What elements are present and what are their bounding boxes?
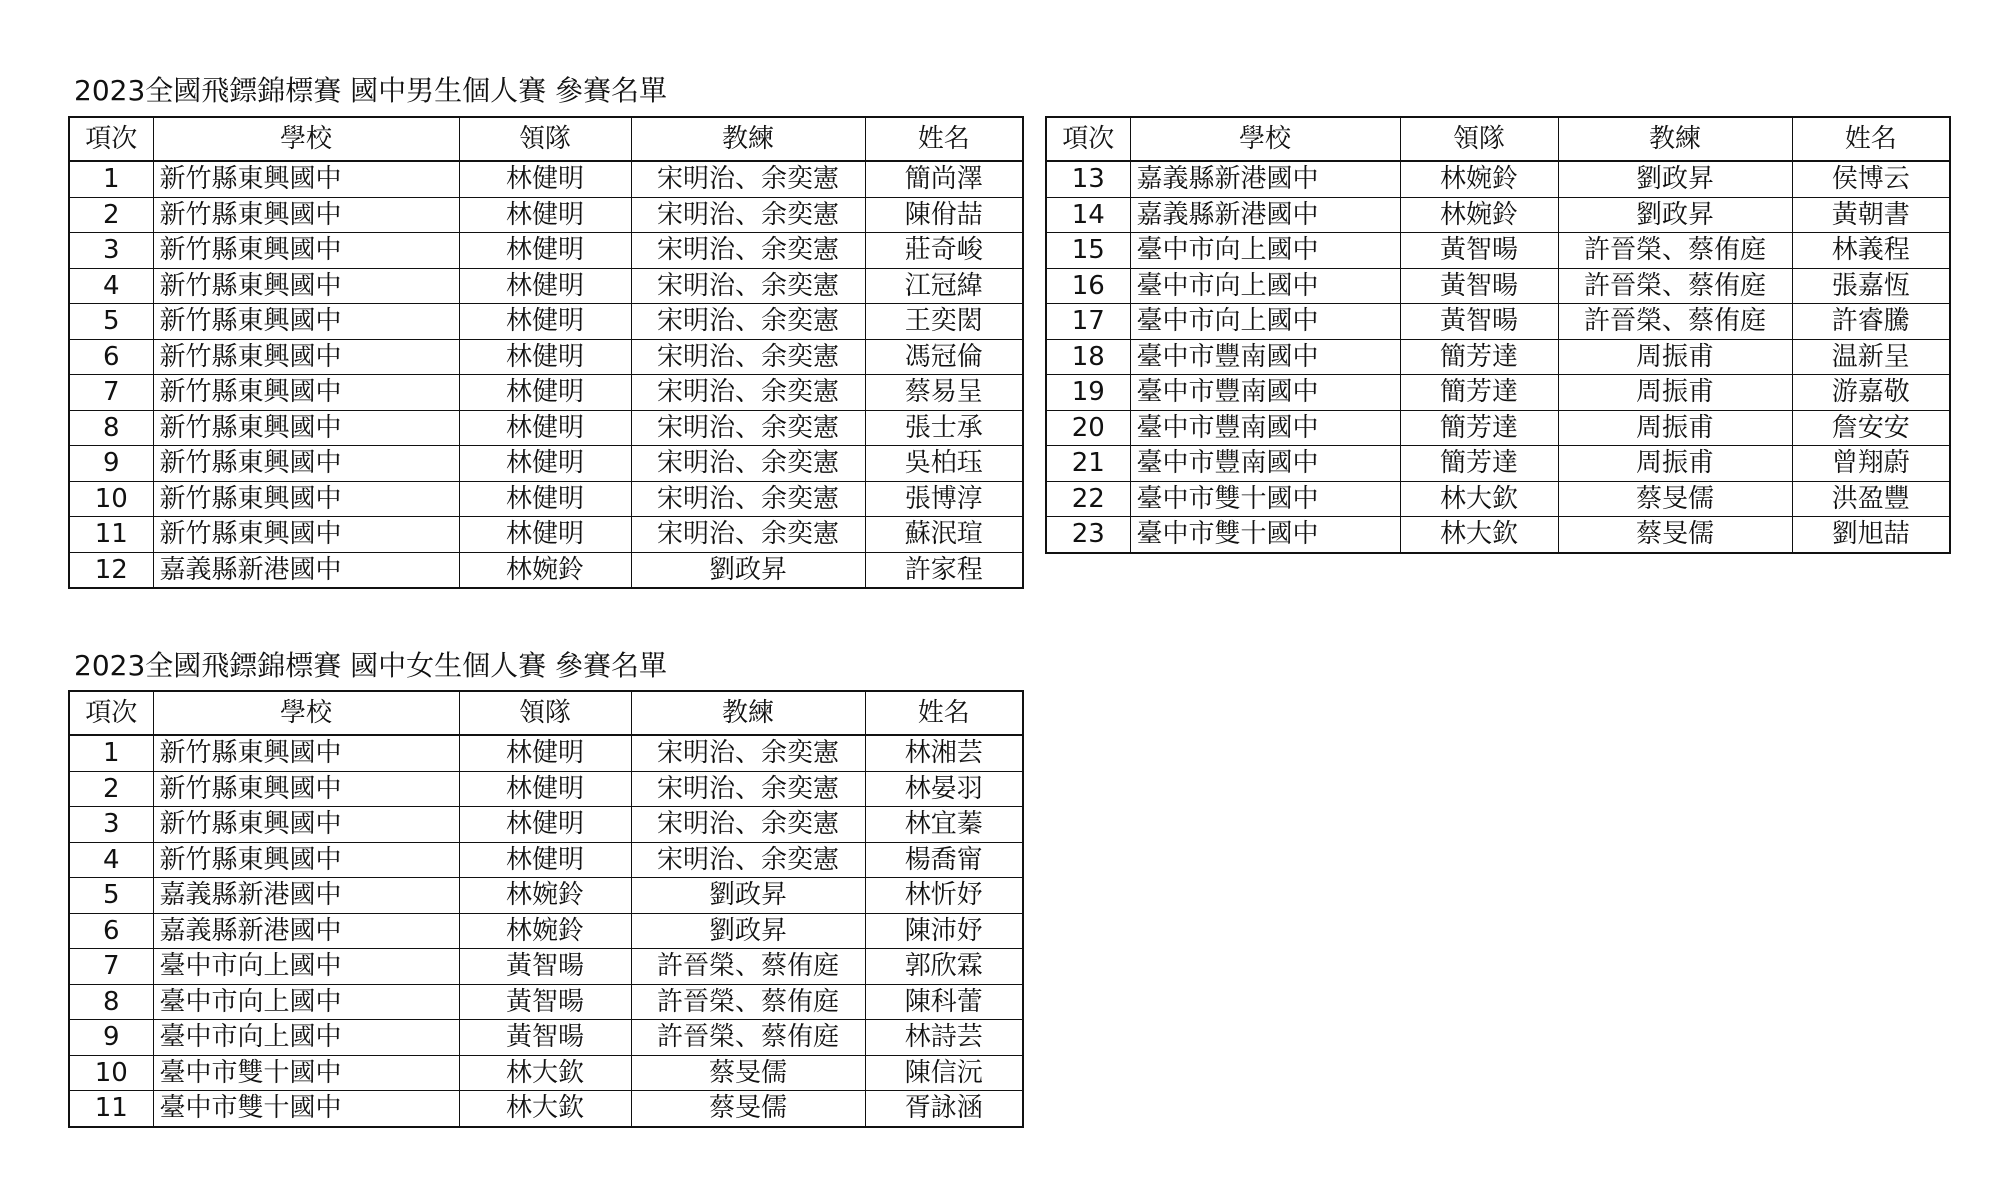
cell-school: 臺中市向上國中 — [153, 1020, 459, 1056]
cell-school: 嘉義縣新港國中 — [153, 913, 459, 949]
cell-school: 新竹縣東興國中 — [153, 161, 459, 197]
cell-leader: 林健明 — [459, 842, 631, 878]
cell-index: 1 — [69, 161, 153, 197]
cell-coach: 周振甫 — [1558, 339, 1792, 375]
table-row — [69, 842, 1023, 878]
cell-school: 臺中市豐南國中 — [1130, 446, 1400, 482]
column-header-leader: 領隊 — [459, 117, 631, 161]
table-row — [69, 481, 1023, 517]
cell-name: 林義程 — [1792, 233, 1950, 269]
cell-coach: 宋明治、余奕憲 — [631, 481, 865, 517]
table-row — [69, 807, 1023, 843]
table-row — [1046, 339, 1950, 375]
table-row — [69, 304, 1023, 340]
cell-coach: 宋明治、余奕憲 — [631, 410, 865, 446]
cell-name: 林湘芸 — [865, 735, 1023, 771]
cell-leader: 黃智暘 — [459, 1020, 631, 1056]
cell-coach: 宋明治、余奕憲 — [631, 268, 865, 304]
cell-school: 新竹縣東興國中 — [153, 807, 459, 843]
cell-coach: 許晉榮、蔡侑庭 — [631, 949, 865, 985]
cell-school: 新竹縣東興國中 — [153, 735, 459, 771]
cell-name: 陳信沅 — [865, 1055, 1023, 1091]
cell-school: 臺中市豐南國中 — [1130, 410, 1400, 446]
column-header-coach: 教練 — [631, 691, 865, 735]
cell-index: 8 — [69, 410, 153, 446]
cell-school: 新竹縣東興國中 — [153, 197, 459, 233]
cell-leader: 林婉鈴 — [459, 878, 631, 914]
table-row — [69, 552, 1023, 588]
table-row — [1046, 304, 1950, 340]
cell-school: 嘉義縣新港國中 — [1130, 161, 1400, 197]
table-header-row — [69, 691, 1023, 735]
cell-leader: 林大欽 — [1400, 517, 1558, 553]
cell-coach: 宋明治、余奕憲 — [631, 735, 865, 771]
column-header-coach: 教練 — [631, 117, 865, 161]
table-row — [69, 771, 1023, 807]
cell-coach: 宋明治、余奕憲 — [631, 771, 865, 807]
cell-coach: 許晉榮、蔡侑庭 — [631, 1020, 865, 1056]
cell-leader: 林健明 — [459, 304, 631, 340]
cell-name: 蔡易呈 — [865, 375, 1023, 411]
cell-index: 8 — [69, 984, 153, 1020]
cell-name: 簡尚澤 — [865, 161, 1023, 197]
cell-school: 新竹縣東興國中 — [153, 375, 459, 411]
cell-leader: 黃智暘 — [1400, 304, 1558, 340]
cell-leader: 林大欽 — [459, 1091, 631, 1127]
table-row — [69, 410, 1023, 446]
boys-roster-table-right — [1045, 116, 1951, 554]
table-row — [69, 517, 1023, 553]
cell-index: 2 — [69, 771, 153, 807]
table-row — [69, 197, 1023, 233]
table-row — [1046, 268, 1950, 304]
cell-school: 臺中市向上國中 — [153, 984, 459, 1020]
cell-school: 臺中市向上國中 — [1130, 233, 1400, 269]
cell-leader: 林健明 — [459, 268, 631, 304]
cell-name: 劉旭喆 — [1792, 517, 1950, 553]
table-row — [69, 949, 1023, 985]
cell-index: 12 — [69, 552, 153, 588]
cell-school: 新竹縣東興國中 — [153, 771, 459, 807]
cell-name: 詹安安 — [1792, 410, 1950, 446]
table-row — [69, 161, 1023, 197]
cell-index: 3 — [69, 233, 153, 269]
cell-leader: 林大欽 — [1400, 481, 1558, 517]
cell-name: 林忻妤 — [865, 878, 1023, 914]
cell-name: 温新呈 — [1792, 339, 1950, 375]
cell-school: 新竹縣東興國中 — [153, 410, 459, 446]
cell-school: 臺中市雙十國中 — [153, 1055, 459, 1091]
cell-index: 9 — [69, 446, 153, 482]
column-header-index: 項次 — [69, 117, 153, 161]
column-header-name: 姓名 — [865, 691, 1023, 735]
cell-index: 2 — [69, 197, 153, 233]
cell-coach: 宋明治、余奕憲 — [631, 339, 865, 375]
cell-name: 郭欣霖 — [865, 949, 1023, 985]
cell-school: 新竹縣東興國中 — [153, 481, 459, 517]
cell-leader: 黃智暘 — [459, 949, 631, 985]
cell-leader: 簡芳達 — [1400, 446, 1558, 482]
table-row — [1046, 446, 1950, 482]
cell-leader: 黃智暘 — [459, 984, 631, 1020]
cell-name: 張博淳 — [865, 481, 1023, 517]
cell-name: 胥詠涵 — [865, 1091, 1023, 1127]
column-header-coach: 教練 — [1558, 117, 1792, 161]
cell-coach: 周振甫 — [1558, 446, 1792, 482]
cell-name: 侯博云 — [1792, 161, 1950, 197]
cell-school: 臺中市向上國中 — [153, 949, 459, 985]
cell-index: 20 — [1046, 410, 1130, 446]
column-header-index: 項次 — [1046, 117, 1130, 161]
cell-name: 張嘉恆 — [1792, 268, 1950, 304]
table-row — [69, 984, 1023, 1020]
cell-leader: 林健明 — [459, 517, 631, 553]
cell-school: 嘉義縣新港國中 — [1130, 197, 1400, 233]
table-row — [69, 735, 1023, 771]
table-row — [1046, 410, 1950, 446]
cell-coach: 宋明治、余奕憲 — [631, 161, 865, 197]
cell-index: 4 — [69, 842, 153, 878]
cell-coach: 劉政昇 — [631, 878, 865, 914]
cell-index: 22 — [1046, 481, 1130, 517]
cell-name: 黃朝書 — [1792, 197, 1950, 233]
table-row — [1046, 233, 1950, 269]
table-row — [1046, 375, 1950, 411]
cell-index: 15 — [1046, 233, 1130, 269]
cell-leader: 林健明 — [459, 410, 631, 446]
column-header-leader: 領隊 — [1400, 117, 1558, 161]
cell-name: 莊奇峻 — [865, 233, 1023, 269]
table-row — [69, 878, 1023, 914]
table-row — [69, 268, 1023, 304]
cell-index: 13 — [1046, 161, 1130, 197]
cell-coach: 宋明治、余奕憲 — [631, 375, 865, 411]
cell-leader: 黃智暘 — [1400, 268, 1558, 304]
cell-school: 嘉義縣新港國中 — [153, 878, 459, 914]
cell-name: 蘇泯瑄 — [865, 517, 1023, 553]
cell-name: 馮冠倫 — [865, 339, 1023, 375]
cell-leader: 林健明 — [459, 735, 631, 771]
cell-name: 張士承 — [865, 410, 1023, 446]
cell-leader: 林健明 — [459, 339, 631, 375]
column-header-school: 學校 — [1130, 117, 1400, 161]
cell-name: 林晏羽 — [865, 771, 1023, 807]
cell-coach: 許晉榮、蔡侑庭 — [631, 984, 865, 1020]
column-header-leader: 領隊 — [459, 691, 631, 735]
cell-school: 臺中市雙十國中 — [153, 1091, 459, 1127]
cell-index: 3 — [69, 807, 153, 843]
column-header-school: 學校 — [153, 117, 459, 161]
cell-leader: 林健明 — [459, 233, 631, 269]
cell-leader: 林健明 — [459, 771, 631, 807]
cell-school: 新竹縣東興國中 — [153, 517, 459, 553]
table-row — [1046, 517, 1950, 553]
cell-school: 新竹縣東興國中 — [153, 339, 459, 375]
cell-leader: 林健明 — [459, 375, 631, 411]
cell-school: 臺中市豐南國中 — [1130, 339, 1400, 375]
cell-coach: 宋明治、余奕憲 — [631, 233, 865, 269]
cell-name: 林宜蓁 — [865, 807, 1023, 843]
cell-school: 臺中市向上國中 — [1130, 268, 1400, 304]
girls-section-title: 2023全國飛鏢錦標賽 國中女生個人賽 參賽名單 — [74, 649, 668, 682]
cell-coach: 許晉榮、蔡侑庭 — [1558, 304, 1792, 340]
cell-leader: 簡芳達 — [1400, 410, 1558, 446]
cell-coach: 劉政昇 — [631, 913, 865, 949]
cell-leader: 林大欽 — [459, 1055, 631, 1091]
cell-leader: 林婉鈴 — [459, 913, 631, 949]
cell-school: 新竹縣東興國中 — [153, 233, 459, 269]
cell-school: 臺中市向上國中 — [1130, 304, 1400, 340]
cell-index: 7 — [69, 949, 153, 985]
cell-school: 臺中市雙十國中 — [1130, 517, 1400, 553]
cell-index: 17 — [1046, 304, 1130, 340]
cell-name: 許家程 — [865, 552, 1023, 588]
cell-leader: 黃智暘 — [1400, 233, 1558, 269]
cell-index: 10 — [69, 1055, 153, 1091]
cell-school: 臺中市豐南國中 — [1130, 375, 1400, 411]
cell-name: 陳沛妤 — [865, 913, 1023, 949]
cell-index: 11 — [69, 1091, 153, 1127]
cell-name: 洪盈豐 — [1792, 481, 1950, 517]
cell-school: 新竹縣東興國中 — [153, 304, 459, 340]
table-row — [69, 339, 1023, 375]
cell-index: 19 — [1046, 375, 1130, 411]
table-row — [69, 1020, 1023, 1056]
cell-school: 新竹縣東興國中 — [153, 446, 459, 482]
cell-index: 5 — [69, 304, 153, 340]
table-row — [1046, 197, 1950, 233]
cell-coach: 宋明治、余奕憲 — [631, 197, 865, 233]
cell-leader: 林健明 — [459, 197, 631, 233]
cell-name: 林詩芸 — [865, 1020, 1023, 1056]
cell-index: 7 — [69, 375, 153, 411]
cell-leader: 林健明 — [459, 481, 631, 517]
column-header-school: 學校 — [153, 691, 459, 735]
cell-coach: 周振甫 — [1558, 375, 1792, 411]
cell-leader: 簡芳達 — [1400, 375, 1558, 411]
cell-leader: 林健明 — [459, 446, 631, 482]
boys-roster-table-left — [68, 116, 1024, 589]
column-header-name: 姓名 — [1792, 117, 1950, 161]
cell-name: 游嘉敬 — [1792, 375, 1950, 411]
girls-roster-table — [68, 690, 1024, 1128]
cell-coach: 宋明治、余奕憲 — [631, 842, 865, 878]
cell-index: 6 — [69, 339, 153, 375]
cell-leader: 林婉鈴 — [1400, 197, 1558, 233]
cell-coach: 宋明治、余奕憲 — [631, 304, 865, 340]
cell-name: 許睿騰 — [1792, 304, 1950, 340]
cell-coach: 蔡旻儒 — [1558, 481, 1792, 517]
table-row — [1046, 161, 1950, 197]
cell-index: 14 — [1046, 197, 1130, 233]
cell-index: 23 — [1046, 517, 1130, 553]
cell-name: 陳佾喆 — [865, 197, 1023, 233]
cell-name: 吳柏珏 — [865, 446, 1023, 482]
cell-leader: 簡芳達 — [1400, 339, 1558, 375]
cell-school: 新竹縣東興國中 — [153, 268, 459, 304]
cell-coach: 蔡旻儒 — [631, 1055, 865, 1091]
cell-school: 新竹縣東興國中 — [153, 842, 459, 878]
cell-leader: 林婉鈴 — [1400, 161, 1558, 197]
cell-coach: 劉政昇 — [1558, 161, 1792, 197]
cell-coach: 宋明治、余奕憲 — [631, 517, 865, 553]
table-row — [69, 913, 1023, 949]
table-row — [1046, 481, 1950, 517]
cell-leader: 林健明 — [459, 161, 631, 197]
cell-index: 4 — [69, 268, 153, 304]
cell-index: 1 — [69, 735, 153, 771]
cell-coach: 蔡旻儒 — [1558, 517, 1792, 553]
cell-name: 曾翔蔚 — [1792, 446, 1950, 482]
cell-name: 楊喬甯 — [865, 842, 1023, 878]
cell-index: 18 — [1046, 339, 1130, 375]
cell-coach: 宋明治、余奕憲 — [631, 807, 865, 843]
cell-index: 11 — [69, 517, 153, 553]
cell-coach: 許晉榮、蔡侑庭 — [1558, 268, 1792, 304]
cell-index: 16 — [1046, 268, 1130, 304]
cell-coach: 劉政昇 — [1558, 197, 1792, 233]
cell-leader: 林健明 — [459, 807, 631, 843]
cell-index: 5 — [69, 878, 153, 914]
column-header-index: 項次 — [69, 691, 153, 735]
cell-coach: 劉政昇 — [631, 552, 865, 588]
cell-name: 陳科蕾 — [865, 984, 1023, 1020]
cell-school: 臺中市雙十國中 — [1130, 481, 1400, 517]
boys-section-title: 2023全國飛鏢錦標賽 國中男生個人賽 參賽名單 — [74, 74, 668, 107]
table-header-row — [69, 117, 1023, 161]
cell-index: 6 — [69, 913, 153, 949]
table-row — [69, 1091, 1023, 1127]
cell-coach: 蔡旻儒 — [631, 1091, 865, 1127]
table-header-row — [1046, 117, 1950, 161]
cell-school: 嘉義縣新港國中 — [153, 552, 459, 588]
cell-leader: 林婉鈴 — [459, 552, 631, 588]
cell-name: 江冠緯 — [865, 268, 1023, 304]
column-header-name: 姓名 — [865, 117, 1023, 161]
cell-index: 9 — [69, 1020, 153, 1056]
table-row — [69, 375, 1023, 411]
cell-coach: 宋明治、余奕憲 — [631, 446, 865, 482]
cell-coach: 周振甫 — [1558, 410, 1792, 446]
cell-index: 21 — [1046, 446, 1130, 482]
cell-name: 王奕閎 — [865, 304, 1023, 340]
table-row — [69, 233, 1023, 269]
table-row — [69, 446, 1023, 482]
table-row — [69, 1055, 1023, 1091]
cell-index: 10 — [69, 481, 153, 517]
cell-coach: 許晉榮、蔡侑庭 — [1558, 233, 1792, 269]
